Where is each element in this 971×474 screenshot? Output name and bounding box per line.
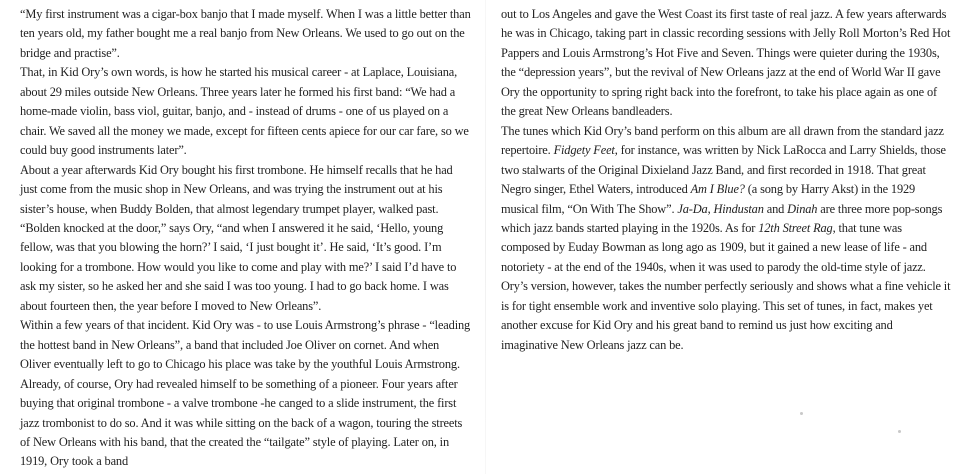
scan-speck: [898, 430, 901, 433]
text-run: The tunes which Kid Ory’s band perform on this album are all drawn from the standard jazz repertoire.: [501, 123, 944, 158]
paragraph-first-trombone: About a year afterwards Kid Ory bought his first trombone. He himself recalls that he had just come from the music shop in New Orleans, and was trying the instrument out at his sister’s house, when Buddy Bolden, that almost legendary trumpet player, walked past. “Bolden knocked at the door,” says Ory, “and when I answered it he said, ‘Hello, young fellow, was that you blowing the horn?’ I said, ‘I just bought it’. He said, ‘It’s good. I’m looking for a trombone. How would you like to come and play with me?’ I said I’d have to ask my sister, so he asked her and she said I was too young. I had to go back home. I was about fourteen then, the year before I moved to New Orleans”.: [20, 162, 457, 313]
left-column: [20, 5, 472, 472]
paragraph-tunes: [501, 122, 951, 355]
text-run: (a song by Harry Akst) in the 1929 musical film, “On With The Show”.: [501, 182, 916, 216]
song-title-12th-street-rag: 12th Street Rag: [758, 220, 833, 235]
scan-speck: [800, 412, 803, 415]
song-title-am-i-blue: Am I Blue?: [690, 182, 745, 197]
song-title-ja-da: Ja-Da: [677, 201, 708, 216]
paragraph-cigar-box-banjo: “My first instrument was a cigar-box banjo that I made myself. When I was a little better than ten years old, my father bought me a real banjo from New Orleans. We used to go out on the bridge and practise”.: [20, 7, 471, 60]
paragraph-musical-career: That, in Kid Ory’s own words, is how he started his musical career - at Laplace, Louisiana, about 29 miles outside New Orleans. Three years later he formed his first band: “We had a home-made violin, bass viol, guitar, banjo, and - instead of drums - one of us played on a chair. We saved all the money we made, except for fifteen cents apiece for our car fare, so we could buy good instruments later”.: [20, 65, 469, 158]
paragraph-west-coast: out to Los Angeles and gave the West Coast its first taste of real jazz. A few years afterwards he was in Chicago, taking part in classic recording sessions with Jelly Roll Morton’s Red Hot Pappers and Louis Armstrong’s Hot Five and Seven. Things were quieter during the 1930s, the “depression years”, but the revival of New Orleans jazz at the end of World War II gave Ory the opportunity to spring right back into the forefront, to take his place again as one of the great New Orleans bandleaders.: [501, 7, 951, 119]
text-run: and: [763, 201, 788, 216]
paragraph-hottest-band: Within a few years of that incident. Kid Ory was - to use Louis Armstrong’s phrase - “leading the hottest band in New Orleans”, a band that included Joe Oliver on cornet. And when Oliver eventually left to go to Chicago his place was take by the youthful Louis Armstrong. Already, of course, Ory had revealed himself to be something of a pioneer. Four years after buying that original trombone - a valve trombone -he canged to a slide instrument, the first jazz trombonist to do so. And it was while sitting on the back of a wagon, touring the streets of New Orleans with his band, that the created the “tailgate” style of playing. Later on, in 1919, Ory took a band: [20, 318, 471, 469]
song-title-dinah: Dinah: [787, 201, 818, 216]
text-run: , for instance, was written by Nick LaRocca and Larry Shields, those two stalwarts of the Original Dixieland Jazz Band, and first recorded in 1918. That great Negro singer, Ethel Waters, introduced: [501, 143, 946, 197]
text-run: are three more pop-songs which jazz bands started playing in the 1920s. As for: [501, 201, 943, 235]
text-run: , that tune was composed by Euday Bowman as long ago as 1909, but it gained a new lease of life - and notoriety - at the end of the 1940s, when it was used to parody the old-time style of jazz. Ory’s version, however, takes the number perfectly seriously and shows what a fine vehicle it is for tight ensemble work and inventive solo playing. This set of tunes, in fact, makes yet another excuse for Kid Ory and his great band to remind us just how exciting and imaginative New Orleans jazz can be.: [501, 220, 951, 352]
song-title-hindustan: Hindustan: [713, 201, 764, 216]
page-fold-divider: [485, 0, 486, 474]
text-run: ,: [707, 201, 714, 216]
right-column: [501, 5, 951, 355]
song-title-fidgety-feet: Fidgety Feet: [553, 143, 615, 158]
